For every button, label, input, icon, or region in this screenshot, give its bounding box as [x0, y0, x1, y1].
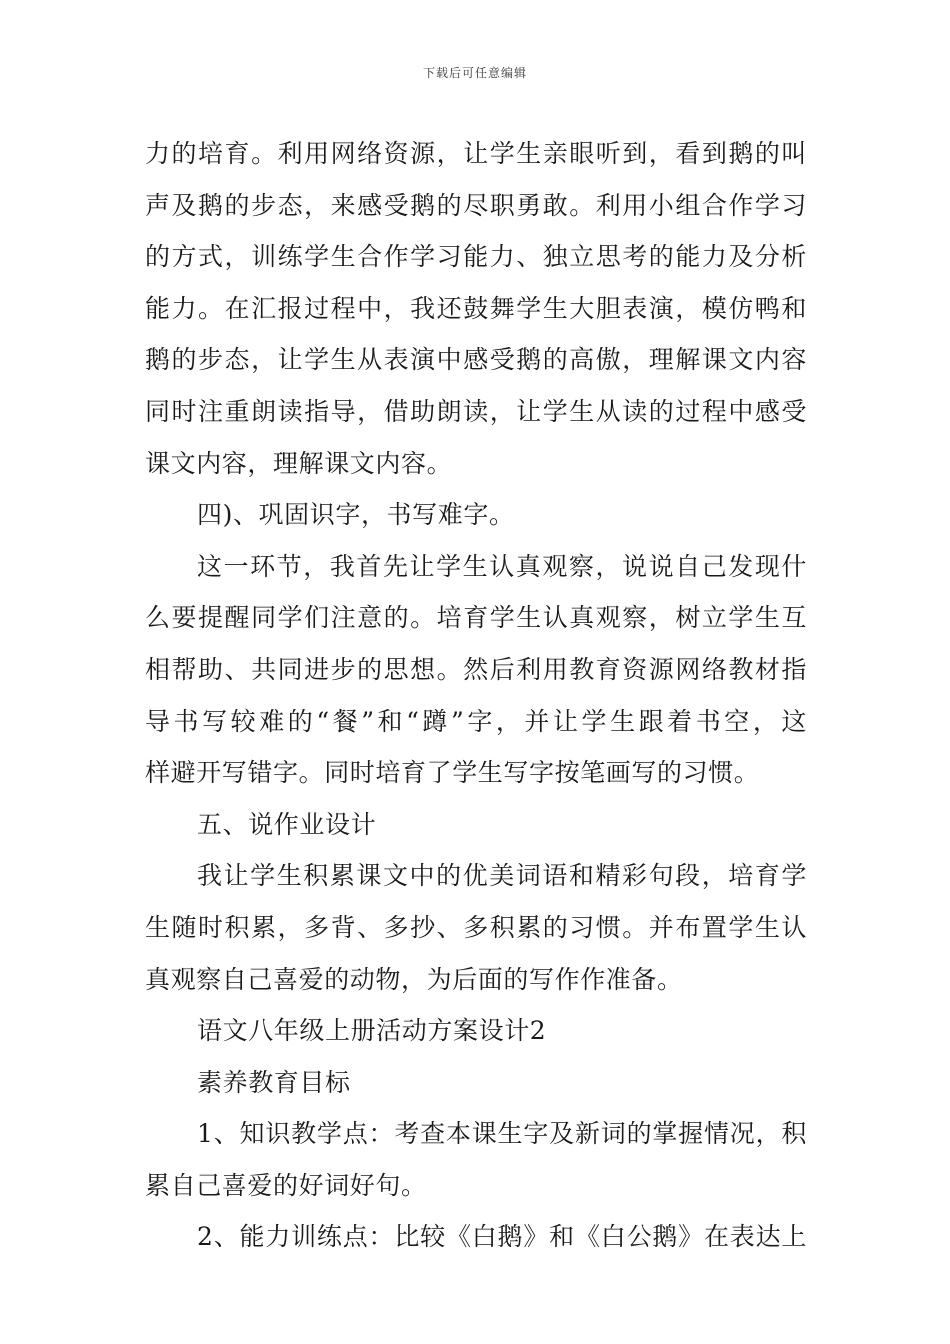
text-line: 么要提醒同学们注意的。培育学生认真观察，树立学生互 — [145, 603, 807, 633]
text-line: 能力。在汇报过程中，我还鼓舞学生大胆表演，模仿鸭和 — [145, 293, 807, 323]
text-line: 同时注重朗读指导，借助朗读，让学生从读的过程中感受 — [145, 396, 807, 426]
section-heading: 素养教育目标 — [197, 1067, 351, 1097]
text-line: 声及鹅的步态，来感受鹅的尽职勇敢。利用小组合作学习 — [145, 190, 807, 220]
text-line: 我让学生积累课文中的优美词语和精彩句段，培育学 — [197, 861, 807, 891]
text-line: 导书写较难的“餐”和“蹲”字，并让学生跟着书空，这 — [145, 706, 807, 736]
text-line: 鹅的步态，让学生从表演中感受鹅的高傲，理解课文内容 — [145, 345, 807, 375]
text-line: 力的培育。利用网络资源，让学生亲眼听到，看到鹅的叫 — [145, 139, 807, 168]
text-line: 课文内容，理解课文内容。 — [145, 448, 453, 478]
text-line: 真观察自己喜爱的动物，为后面的写作作准备。 — [145, 964, 683, 994]
text-line: 1、知识教学点：考查本课生字及新词的掌握情况，积 — [197, 1119, 807, 1149]
text-line: 累自己喜爱的好词好句。 — [145, 1170, 427, 1200]
text-line: 的方式，训练学生合作学习能力、独立思考的能力及分析 — [145, 242, 807, 272]
document-body — [145, 128, 807, 1263]
page-header: 下载后可任意编辑 — [422, 66, 527, 80]
text-line: 样避开写错字。同时培育了学生写字按笔画写的习惯。 — [145, 758, 760, 788]
section-heading: 四)、巩固识字，书写难字。 — [197, 500, 515, 530]
text-line: 相帮助、共同进步的思想。然后利用教育资源网络教材指 — [145, 654, 807, 684]
section-heading: 五、说作业设计 — [197, 809, 377, 839]
section-heading: 语文八年级上册活动方案设计2 — [197, 1016, 547, 1046]
text-line: 这一环节，我首先让学生认真观察，说说自己发现什 — [197, 551, 807, 581]
text-line: 生随时积累，多背、多抄、多积累的习惯。并布置学生认 — [145, 912, 807, 942]
text-line: 2、能力训练点：比较《白鹅》和《白公鹅》在表达上 — [197, 1222, 807, 1252]
